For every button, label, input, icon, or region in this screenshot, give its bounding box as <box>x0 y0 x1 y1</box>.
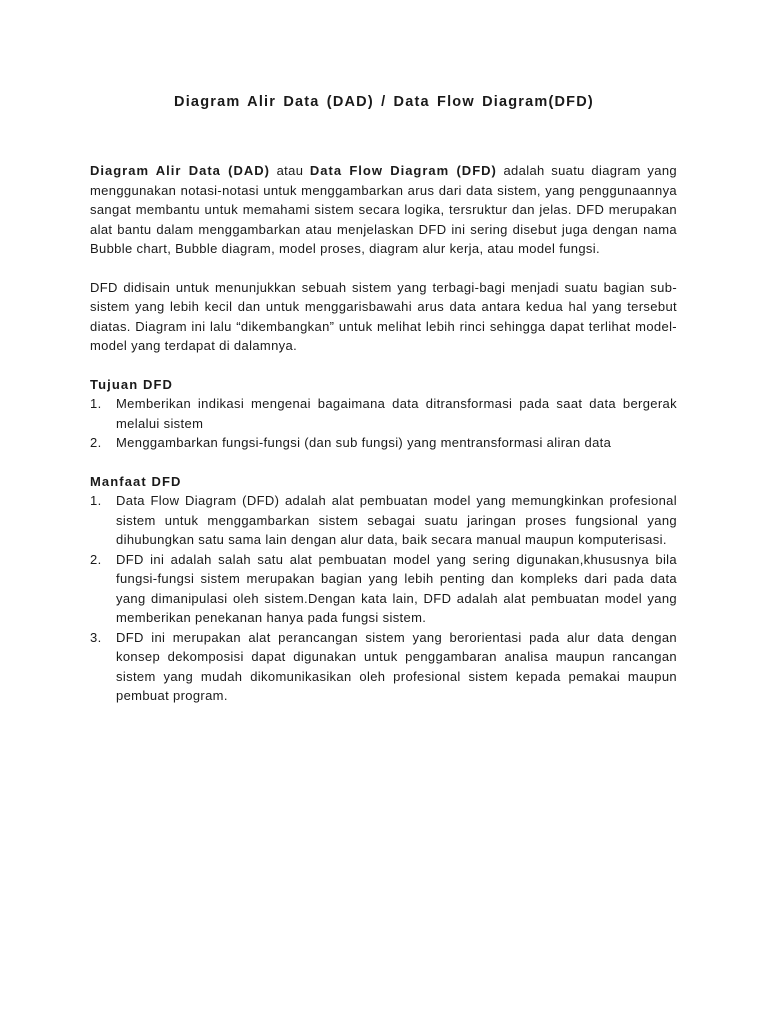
second-paragraph: DFD didisain untuk menunjukkan sebuah sistem yang terbagi-bagi menjadi suatu bagian sub-sistem yang lebih kecil dan untuk menggarisbawahi arus data antara kedua hal yang tersebut diatas. Diagram ini lalu “dikembangkan” untuk melihat lebih rinci sehingga dapat terlihat model-model yang terdapat di dalamnya. <box>90 279 677 353</box>
tujuan-list <box>90 394 677 453</box>
document-body <box>90 161 677 706</box>
list-item <box>90 394 677 433</box>
item-text: DFD ini adalah salah satu alat pembuatan model yang sering digunakan,khususnya bila fungsi-fungsi sistem merupakan bagian yang lebih penting dan kompleks dari pada data yang dimanipulasi oleh sistem.Dengan kata lain, DFD adalah alat pembuatan model yang memberikan penekanan hanya pada fungsi sistem. <box>116 551 677 625</box>
manfaat-heading: Manfaat DFD <box>90 473 182 489</box>
item-number: 1. <box>90 493 102 508</box>
item-number: 2. <box>90 435 102 450</box>
item-text: DFD ini merupakan alat perancangan sistem yang berorientasi pada alur data dengan konsep dekomposisi dapat digunakan untuk penggambaran analisa maupun rancangan sistem yang mudah dikomunikasikan oleh profesional sistem kepada pemakai maupun pembuat program. <box>116 629 677 703</box>
list-item <box>90 628 677 706</box>
intro-conjunction: atau <box>269 163 310 178</box>
term-dad: Diagram Alir Data (DAD) <box>90 163 270 178</box>
term-dfd: Data Flow Diagram (DFD) <box>309 163 497 178</box>
intro-text: adalah suatu diagram yang menggunakan notasi-notasi untuk menggambarkan arus dari data sistem, yang penggunaannya sangat membantu untuk memahami sistem secara logika, tersruktur dan jelas. DFD merupakan alat bantu dalam menggambarkan atau menjelaskan DFD ini sering disebut juga dengan nama Bubble chart, Bubble diagram, model proses, diagram alur kerja, atau model fungsi. <box>90 163 677 256</box>
tujuan-heading: Tujuan DFD <box>90 376 173 392</box>
item-number: 2. <box>90 551 102 567</box>
list-item <box>90 550 677 628</box>
list-item <box>90 491 677 550</box>
item-text: Data Flow Diagram (DFD) adalah alat pembuatan model yang memungkinkan profesional sistem untuk menggambarkan sistem sebagai suatu jaringan proses fungsional yang dihubungkan satu sama lain dengan alur data, baik secara manual maupun komputerisasi. <box>116 493 677 547</box>
document-title: Diagram Alir Data (DAD) / Data Flow Diagram(DFD) <box>174 94 594 110</box>
list-item <box>90 433 677 453</box>
item-number: 1. <box>90 396 102 411</box>
intro-paragraph <box>90 161 677 259</box>
item-text: Menggambarkan fungsi-fungsi (dan sub fungsi) yang mentransformasi aliran data <box>116 435 612 450</box>
item-number: 3. <box>90 629 102 645</box>
item-text: Memberikan indikasi mengenai bagaimana data ditransformasi pada saat data bergerak melalui sistem <box>116 396 677 431</box>
manfaat-list <box>90 491 677 706</box>
